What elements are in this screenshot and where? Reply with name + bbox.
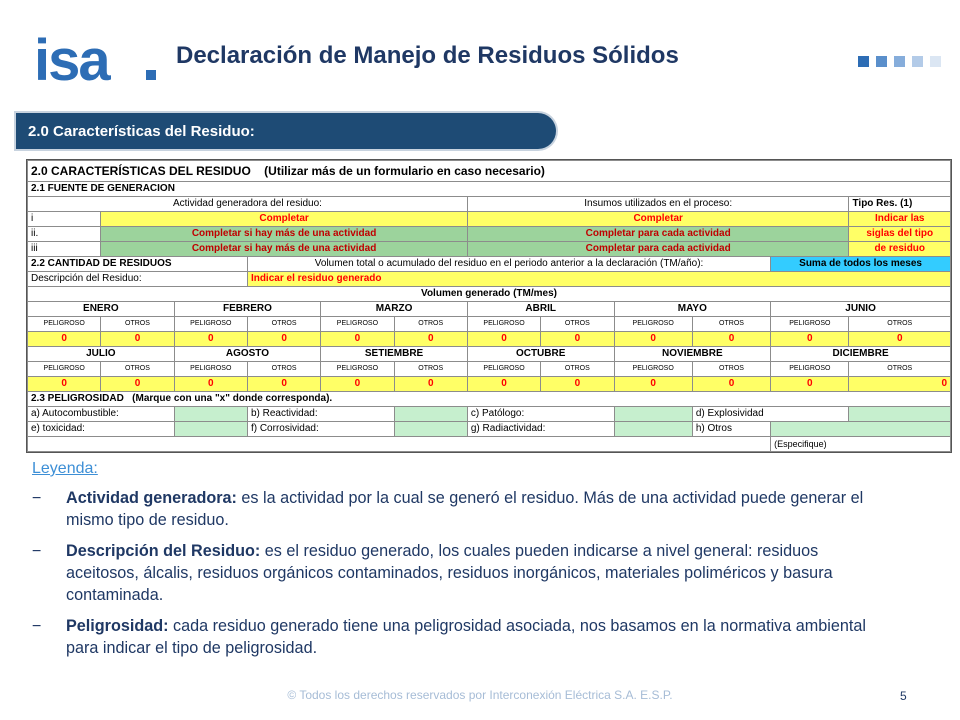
actividad-field[interactable]: Completar (101, 212, 468, 227)
form-title: 2.0 CARACTERÍSTICAS DEL RESIDUO (Utilizar más de un formulario en caso necesario) (28, 161, 951, 182)
tipo-note-1: Indicar las (849, 212, 951, 227)
desc-label: Descripción del Residuo: (28, 272, 248, 287)
value-cell[interactable]: 0 (614, 332, 692, 347)
value-cell[interactable]: 0 (247, 332, 320, 347)
sub-peligroso: PELIGROSO (28, 362, 101, 377)
value-cell[interactable]: 0 (28, 332, 101, 347)
haz-checkbox[interactable] (174, 422, 247, 437)
value-cell[interactable]: 0 (467, 332, 540, 347)
month-header: ABRIL (467, 302, 614, 317)
sub-peligroso: PELIGROSO (467, 317, 540, 332)
legend-term: Descripción del Residuo: (66, 542, 261, 560)
value-cell[interactable]: 0 (771, 332, 849, 347)
month-header: NOVIEMBRE (614, 347, 771, 362)
haz-checkbox[interactable] (394, 422, 467, 437)
value-cell[interactable]: 0 (614, 377, 692, 392)
sub-otros: OTROS (692, 317, 770, 332)
sub-otros: OTROS (541, 362, 614, 377)
vol-generado-header: Volumen generado (TM/mes) (28, 287, 951, 302)
insumos-field[interactable]: Completar para cada actividad (467, 227, 849, 242)
actividad-field[interactable]: Completar si hay más de una actividad (101, 242, 468, 257)
value-cell[interactable]: 0 (692, 332, 770, 347)
value-cell[interactable]: 0 (692, 377, 770, 392)
row-label: ii. (28, 227, 101, 242)
section-2-2: 2.2 CANTIDAD DE RESIDUOS (28, 257, 248, 272)
insumos-field[interactable]: Completar (467, 212, 849, 227)
row-label: iii (28, 242, 101, 257)
col-insumos: Insumos utilizados en el proceso: (467, 197, 849, 212)
legend-text: es el residuo generado, los cuales pueden indicarse a nivel general: residuos aceitosos, álcalis, residuos orgánicos contaminados, residuos inorgánicos, materiales poliméricos y basura contaminada. (66, 542, 833, 604)
legend-term: Actividad generadora: (66, 489, 237, 507)
value-cell[interactable]: 0 (174, 332, 247, 347)
legend-dash: − (32, 617, 42, 635)
value-cell[interactable]: 0 (541, 332, 614, 347)
sub-peligroso: PELIGROSO (467, 362, 540, 377)
legend-item (32, 615, 872, 659)
value-cell[interactable]: 0 (541, 377, 614, 392)
value-cell[interactable]: 0 (467, 377, 540, 392)
section-2-3: 2.3 PELIGROSIDAD (Marque con una "x" donde corresponda). (28, 392, 951, 407)
sub-peligroso: PELIGROSO (174, 362, 247, 377)
otros-field[interactable] (771, 422, 951, 437)
haz-label: g) Radiactividad: (467, 422, 614, 437)
volumen-total-label: Volumen total o acumulado del residuo en el periodo anterior a la declaración (TM/año): (247, 257, 770, 272)
month-header: OCTUBRE (467, 347, 614, 362)
section-banner (16, 113, 556, 149)
sub-peligroso: PELIGROSO (321, 362, 394, 377)
haz-checkbox[interactable] (614, 407, 692, 422)
sub-otros: OTROS (247, 317, 320, 332)
legend-list (32, 487, 872, 668)
haz-label: e) toxicidad: (28, 422, 175, 437)
page-title: Declaración de Manejo de Residuos Sólidos (176, 42, 679, 69)
value-cell[interactable]: 0 (321, 377, 394, 392)
legend-title: Leyenda: (32, 460, 98, 477)
month-header: SETIEMBRE (321, 347, 468, 362)
desc-field[interactable]: Indicar el residuo generado (247, 272, 950, 287)
sub-otros: OTROS (692, 362, 770, 377)
value-cell[interactable]: 0 (394, 332, 467, 347)
haz-label: c) Patólogo: (467, 407, 614, 422)
page-number: 5 (900, 689, 907, 703)
sub-otros: OTROS (101, 362, 174, 377)
legend-term: Peligrosidad: (66, 617, 169, 635)
sub-peligroso: PELIGROSO (771, 362, 849, 377)
month-header: DICIEMBRE (771, 347, 951, 362)
insumos-field[interactable]: Completar para cada actividad (467, 242, 849, 257)
month-header: JULIO (28, 347, 175, 362)
section-2-1: 2.1 FUENTE DE GENERACION (28, 182, 951, 197)
sub-otros: OTROS (394, 362, 467, 377)
value-cell[interactable]: 0 (394, 377, 467, 392)
value-cell[interactable]: 0 (771, 377, 849, 392)
col-tipo: Tipo Res. (1) (849, 197, 951, 212)
month-header: ENERO (28, 302, 175, 317)
haz-checkbox[interactable] (174, 407, 247, 422)
haz-label: d) Explosividad (692, 407, 849, 422)
haz-checkbox[interactable] (394, 407, 467, 422)
suma-field[interactable]: Suma de todos los meses (771, 257, 951, 272)
sub-peligroso: PELIGROSO (174, 317, 247, 332)
residue-form (26, 159, 952, 453)
month-header: FEBRERO (174, 302, 321, 317)
haz-label: b) Reactividad: (247, 407, 394, 422)
sub-peligroso: PELIGROSO (614, 317, 692, 332)
copyright-footer: © Todos los derechos reservados por Interconexión Eléctrica S.A. E.S.P. (287, 688, 673, 702)
value-cell[interactable]: 0 (321, 332, 394, 347)
sub-peligroso: PELIGROSO (28, 317, 101, 332)
value-cell[interactable]: 0 (101, 377, 174, 392)
legend-text: es la actividad por la cual se generó el residuo. Más de una actividad puede generar el mismo tipo de residuo. (66, 489, 864, 529)
sub-peligroso: PELIGROSO (614, 362, 692, 377)
month-header: JUNIO (771, 302, 951, 317)
value-cell[interactable]: 0 (849, 377, 951, 392)
tipo-note-3: de residuo (849, 242, 951, 257)
logo-text: isa (34, 30, 109, 90)
sub-otros: OTROS (101, 317, 174, 332)
col-actividad: Actividad generadora del residuo: (28, 197, 468, 212)
decorative-squares (858, 56, 941, 67)
legend-text: cada residuo generado tiene una peligrosidad asociada, nos basamos en la normativa ambiental para indicar el tipo de peligrosidad. (66, 617, 866, 657)
sub-otros: OTROS (394, 317, 467, 332)
haz-label: f) Corrosividad: (247, 422, 394, 437)
isa-logo (32, 30, 162, 90)
haz-label: h) Otros (692, 422, 770, 437)
row-label: i (28, 212, 101, 227)
sub-otros: OTROS (849, 362, 951, 377)
sub-otros: OTROS (247, 362, 320, 377)
haz-checkbox[interactable] (849, 407, 951, 422)
sub-peligroso: PELIGROSO (771, 317, 849, 332)
sub-otros: OTROS (849, 317, 951, 332)
value-cell[interactable]: 0 (247, 377, 320, 392)
haz-checkbox[interactable] (614, 422, 692, 437)
month-header: AGOSTO (174, 347, 321, 362)
value-cell[interactable]: 0 (28, 377, 101, 392)
value-cell[interactable]: 0 (849, 332, 951, 347)
month-header: MAYO (614, 302, 771, 317)
haz-label: a) Autocombustible: (28, 407, 175, 422)
legend-item (32, 487, 872, 531)
value-cell[interactable]: 0 (101, 332, 174, 347)
legend-dash: − (32, 542, 42, 560)
actividad-field[interactable]: Completar si hay más de una actividad (101, 227, 468, 242)
sub-peligroso: PELIGROSO (321, 317, 394, 332)
tipo-note-2: siglas del tipo (849, 227, 951, 242)
section-banner-label: 2.0 Características del Residuo: (28, 123, 255, 140)
sub-otros: OTROS (541, 317, 614, 332)
legend-dash: − (32, 489, 42, 507)
legend-item (32, 540, 872, 606)
value-cell[interactable]: 0 (174, 377, 247, 392)
month-header: MARZO (321, 302, 468, 317)
especifique-label: (Especifique) (771, 437, 951, 452)
